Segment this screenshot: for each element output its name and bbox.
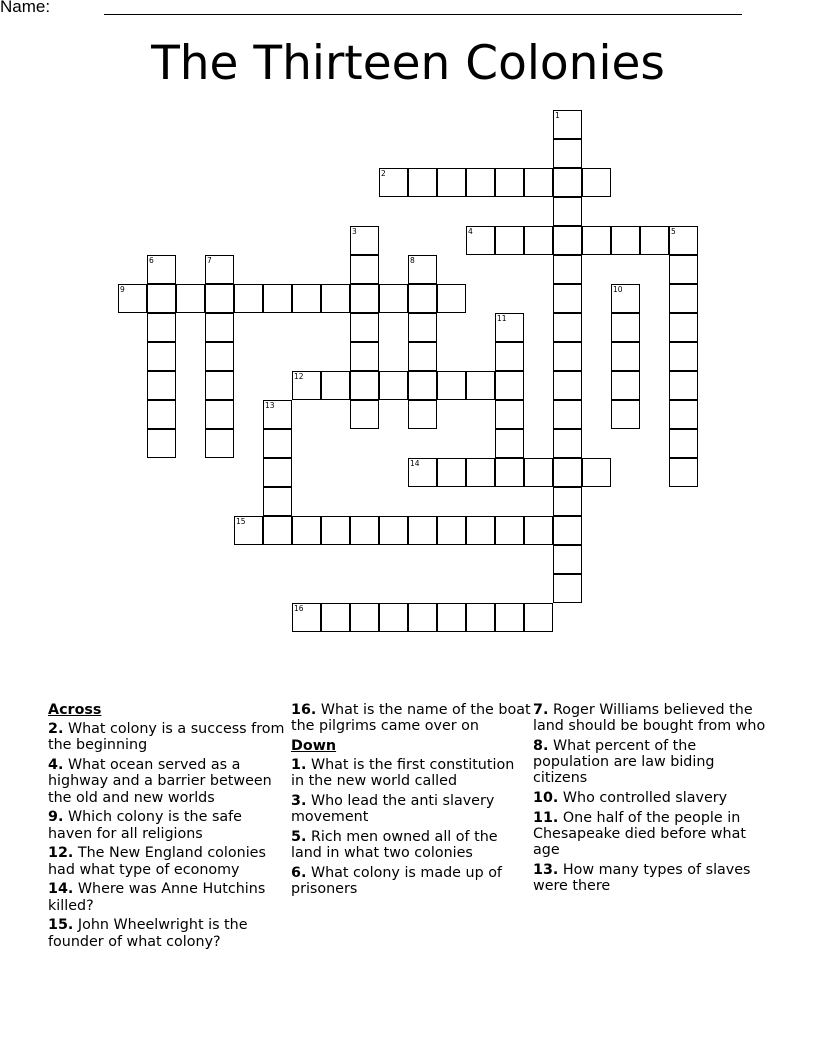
crossword-cell[interactable] — [379, 168, 408, 197]
crossword-cell[interactable] — [379, 371, 408, 400]
crossword-cell[interactable] — [495, 168, 524, 197]
crossword-cell[interactable] — [669, 342, 698, 371]
crossword-cell[interactable] — [553, 197, 582, 226]
clue-down-11: 11. One half of the people in Chesapeake died before what age — [533, 810, 746, 859]
crossword-cell[interactable] — [205, 313, 234, 342]
crossword-cell[interactable] — [147, 371, 176, 400]
crossword-cell[interactable] — [234, 516, 263, 545]
crossword-cell[interactable] — [350, 313, 379, 342]
crossword-cell[interactable] — [495, 226, 524, 255]
crossword-cell[interactable] — [553, 284, 582, 313]
crossword-cell[interactable] — [669, 313, 698, 342]
crossword-cell[interactable] — [408, 371, 437, 400]
crossword-cell[interactable] — [611, 284, 640, 313]
crossword-cell[interactable] — [205, 255, 234, 284]
clue-number: 2 — [381, 169, 386, 178]
crossword-cell[interactable] — [495, 371, 524, 400]
crossword-cell[interactable] — [350, 516, 379, 545]
crossword-cell[interactable] — [669, 371, 698, 400]
crossword-cell[interactable] — [524, 603, 553, 632]
crossword-cell[interactable] — [466, 226, 495, 255]
crossword-cell[interactable] — [495, 342, 524, 371]
clue-number: 12 — [294, 372, 304, 381]
crossword-cell[interactable] — [147, 429, 176, 458]
crossword-cell[interactable] — [582, 458, 611, 487]
crossword-cell[interactable] — [205, 371, 234, 400]
crossword-cell[interactable] — [408, 603, 437, 632]
crossword-cell[interactable] — [611, 400, 640, 429]
crossword-cell[interactable] — [437, 371, 466, 400]
crossword-cell[interactable] — [582, 168, 611, 197]
clue-number: 15 — [236, 517, 246, 526]
crossword-cell[interactable] — [408, 516, 437, 545]
crossword-cell[interactable] — [147, 342, 176, 371]
crossword-cell[interactable] — [669, 255, 698, 284]
crossword-cell[interactable] — [147, 400, 176, 429]
crossword-cell[interactable] — [553, 371, 582, 400]
crossword-cell[interactable] — [379, 603, 408, 632]
crossword-cell[interactable] — [292, 516, 321, 545]
crossword-cell[interactable] — [408, 284, 437, 313]
crossword-cell[interactable] — [321, 284, 350, 313]
crossword-cell[interactable] — [553, 400, 582, 429]
clue-number: 10 — [613, 285, 623, 294]
crossword-cell[interactable] — [379, 284, 408, 313]
crossword-cell[interactable] — [553, 255, 582, 284]
crossword-cell[interactable] — [408, 342, 437, 371]
crossword-cell[interactable] — [582, 226, 611, 255]
crossword-cell[interactable] — [292, 284, 321, 313]
clue-down-5: 5. Rich men owned all of the land in what two colonies — [291, 829, 498, 862]
clue-number: 3 — [352, 227, 357, 236]
clue-number: 11 — [497, 314, 507, 323]
crossword-cell[interactable] — [553, 168, 582, 197]
clue-across-2: 2. What colony is a success from the beginning — [48, 721, 285, 754]
crossword-cell[interactable] — [553, 139, 582, 168]
crossword-cell[interactable] — [669, 458, 698, 487]
crossword-cell[interactable] — [669, 400, 698, 429]
crossword-cell[interactable] — [495, 429, 524, 458]
clue-down-3: 3. Who lead the anti slavery movement — [291, 793, 495, 826]
clue-down-8: 8. What percent of the population are law biding citizens — [533, 738, 715, 787]
clue-number: 9 — [120, 285, 125, 294]
crossword-cell[interactable] — [205, 400, 234, 429]
clue-across-4: 4. What ocean served as a highway and a barrier between the old and new worlds — [48, 757, 272, 806]
clue-number: 14 — [410, 459, 420, 468]
crossword-cell[interactable] — [466, 516, 495, 545]
clue-across-14: 14. Where was Anne Hutchins killed? — [48, 881, 266, 914]
clue-down-6: 6. What colony is made up of prisoners — [291, 865, 502, 898]
crossword-cell[interactable] — [176, 284, 205, 313]
crossword-cell[interactable] — [524, 458, 553, 487]
crossword-cell[interactable] — [553, 487, 582, 516]
crossword-cell[interactable] — [205, 284, 234, 313]
crossword-cell[interactable] — [321, 516, 350, 545]
crossword-cell[interactable] — [437, 168, 466, 197]
across-heading: Across — [48, 702, 102, 718]
crossword-cell[interactable] — [205, 342, 234, 371]
crossword-cell[interactable] — [553, 429, 582, 458]
crossword-cell[interactable] — [524, 516, 553, 545]
crossword-cell[interactable] — [466, 371, 495, 400]
clue-across-15: 15. John Wheelwright is the founder of what colony? — [48, 917, 248, 950]
crossword-cell[interactable] — [553, 574, 582, 603]
crossword-cell[interactable] — [321, 371, 350, 400]
crossword-cell[interactable] — [669, 226, 698, 255]
crossword-cell[interactable] — [408, 168, 437, 197]
crossword-cell[interactable] — [524, 226, 553, 255]
clue-number: 1 — [555, 111, 560, 120]
crossword-cell[interactable] — [263, 487, 292, 516]
crossword-cell[interactable] — [495, 400, 524, 429]
crossword-cell[interactable] — [263, 429, 292, 458]
crossword-cell[interactable] — [553, 110, 582, 139]
crossword-cell[interactable] — [495, 458, 524, 487]
crossword-cell[interactable] — [321, 603, 350, 632]
down-heading: Down — [291, 738, 337, 754]
crossword-cell[interactable] — [524, 168, 553, 197]
page-title: The Thirteen Colonies — [151, 36, 665, 91]
crossword-cell[interactable] — [350, 284, 379, 313]
crossword-cell[interactable] — [669, 284, 698, 313]
crossword-cell[interactable] — [611, 313, 640, 342]
crossword-cell[interactable] — [495, 603, 524, 632]
clue-down-7: 7. Roger Williams believed the land should be bought from who — [533, 702, 766, 735]
crossword-cell[interactable] — [466, 603, 495, 632]
crossword-cell[interactable] — [553, 313, 582, 342]
crossword-cell[interactable] — [350, 226, 379, 255]
clue-column-3 — [533, 702, 769, 898]
crossword-cell[interactable] — [466, 458, 495, 487]
crossword-cell[interactable] — [350, 400, 379, 429]
clue-number: 8 — [410, 256, 415, 265]
crossword-cell[interactable] — [408, 458, 437, 487]
crossword-cell[interactable] — [263, 400, 292, 429]
crossword-cell[interactable] — [437, 516, 466, 545]
crossword-cell[interactable] — [437, 458, 466, 487]
crossword-cell[interactable] — [408, 313, 437, 342]
crossword-cell[interactable] — [408, 400, 437, 429]
clue-number: 7 — [207, 256, 212, 265]
clue-down-1: 1. What is the first constitution in the new world called — [291, 757, 515, 790]
crossword-cell[interactable] — [205, 429, 234, 458]
crossword-cell[interactable] — [553, 342, 582, 371]
crossword-cell[interactable] — [350, 255, 379, 284]
crossword-cell[interactable] — [553, 516, 582, 545]
crossword-cell[interactable] — [553, 458, 582, 487]
clue-across-12: 12. The New England colonies had what type of economy — [48, 845, 266, 878]
clue-down-13: 13. How many types of slaves were there — [533, 862, 751, 895]
clue-number: 4 — [468, 227, 473, 236]
crossword-cell[interactable] — [292, 603, 321, 632]
name-label: Name: — [0, 0, 51, 16]
crossword-cell[interactable] — [234, 284, 263, 313]
clue-column-1 — [48, 702, 288, 953]
crossword-cell[interactable] — [611, 226, 640, 255]
clue-down-10: 10. Who controlled slavery — [533, 790, 728, 807]
crossword-cell[interactable] — [553, 545, 582, 574]
clue-column-2 — [291, 702, 531, 901]
crossword-cell[interactable] — [611, 342, 640, 371]
clue-across-9: 9. Which colony is the safe haven for all religions — [48, 809, 242, 842]
clue-across-16: 16. What is the name of the boat the pilgrims came over on — [291, 702, 531, 735]
crossword-cell[interactable] — [640, 226, 669, 255]
crossword-cell[interactable] — [118, 284, 147, 313]
crossword-cell[interactable] — [495, 516, 524, 545]
crossword-cell[interactable] — [669, 429, 698, 458]
crossword-cell[interactable] — [437, 284, 466, 313]
crossword-cell[interactable] — [350, 371, 379, 400]
crossword-cell[interactable] — [495, 313, 524, 342]
crossword-cell[interactable] — [437, 603, 466, 632]
crossword-cell[interactable] — [553, 226, 582, 255]
clue-number: 13 — [265, 401, 275, 410]
crossword-cell[interactable] — [147, 284, 176, 313]
crossword-cell[interactable] — [408, 255, 437, 284]
crossword-cell[interactable] — [611, 371, 640, 400]
crossword-cell[interactable] — [263, 516, 292, 545]
crossword-cell[interactable] — [292, 371, 321, 400]
crossword-cell[interactable] — [350, 342, 379, 371]
crossword-cell[interactable] — [263, 458, 292, 487]
crossword-cell[interactable] — [147, 255, 176, 284]
crossword-cell[interactable] — [350, 603, 379, 632]
clue-number: 5 — [671, 227, 676, 236]
crossword-cell[interactable] — [466, 168, 495, 197]
clue-number: 16 — [294, 604, 304, 613]
crossword-cell[interactable] — [263, 284, 292, 313]
crossword-cell[interactable] — [379, 516, 408, 545]
crossword-cell[interactable] — [147, 313, 176, 342]
clue-number: 6 — [149, 256, 154, 265]
